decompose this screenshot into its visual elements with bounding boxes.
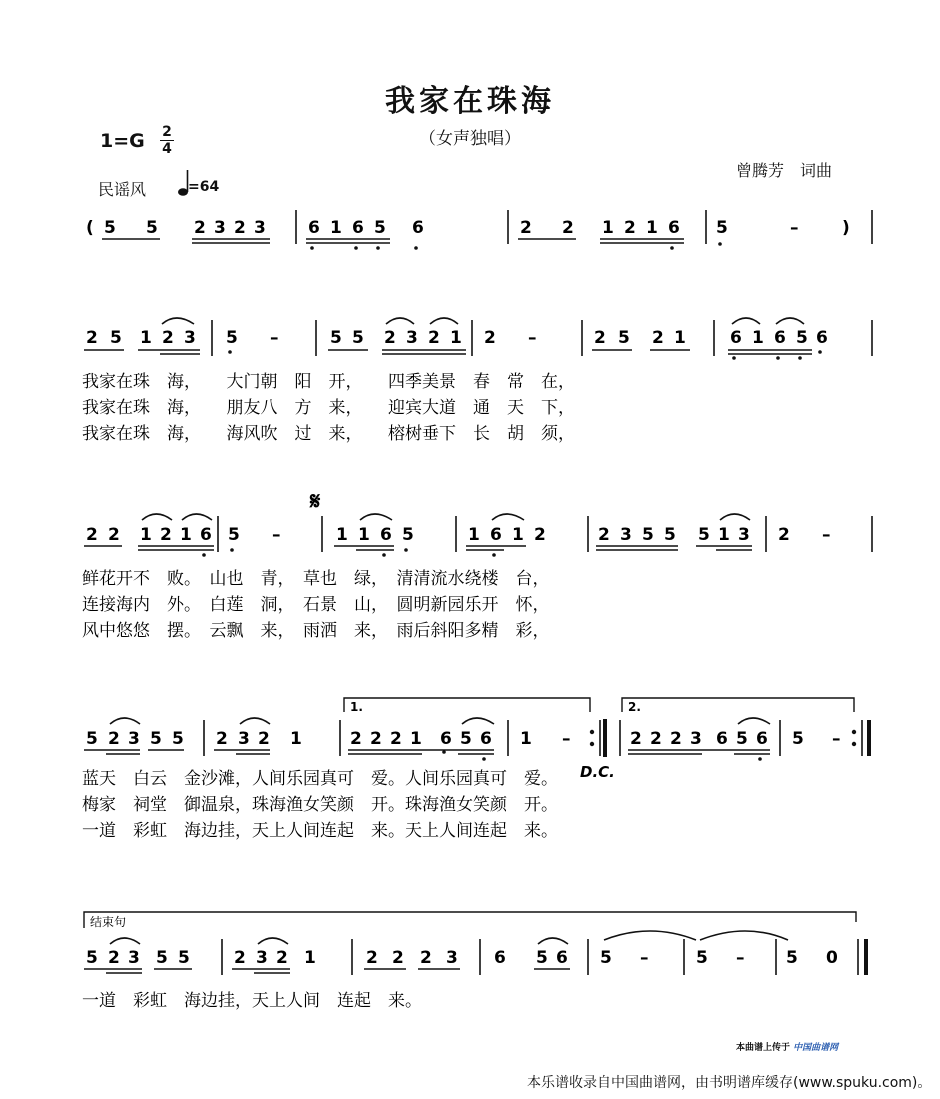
svg-text:2: 2: [534, 525, 546, 545]
svg-text:2: 2: [652, 328, 664, 348]
svg-text:1: 1: [304, 948, 316, 968]
svg-text:3: 3: [620, 525, 632, 545]
svg-text:5: 5: [156, 948, 168, 968]
row-4-lyrics: [82, 768, 558, 841]
svg-text:5: 5: [716, 218, 728, 238]
lyric-coda: 一道 彩虹 海边挂，天上人间 连起 来。: [82, 991, 422, 1011]
svg-text:6: 6: [480, 729, 492, 749]
svg-text:5: 5: [228, 525, 240, 545]
svg-text:5: 5: [664, 525, 676, 545]
svg-text:6: 6: [440, 729, 452, 749]
paren-open: (: [86, 218, 94, 238]
svg-text:6: 6: [412, 218, 424, 238]
ending-1-label: 1.: [350, 700, 363, 714]
lyric-verse-3: 一道 彩虹 海边挂，天上人间连起 来。天上人间连起 来。: [82, 821, 558, 841]
ending-2-label: 2.: [628, 700, 641, 714]
svg-text:3: 3: [238, 729, 250, 749]
svg-text:5: 5: [330, 328, 342, 348]
upload-note: [736, 1040, 838, 1053]
svg-text:1: 1: [674, 328, 686, 348]
svg-text:2: 2: [86, 525, 98, 545]
svg-text:3: 3: [214, 218, 226, 238]
svg-text:5: 5: [104, 218, 116, 238]
svg-text:5: 5: [178, 948, 190, 968]
svg-text:6: 6: [490, 525, 502, 545]
svg-text:1: 1: [140, 525, 152, 545]
svg-text:–: –: [790, 218, 799, 238]
svg-text:6: 6: [668, 218, 680, 238]
score-title: 我家在珠海: [385, 84, 555, 119]
svg-text:1: 1: [330, 218, 342, 238]
author-credit: 曾腾芳 词曲: [736, 161, 833, 180]
svg-text:2: 2: [86, 328, 98, 348]
svg-text:–: –: [270, 328, 279, 348]
lyric-verse-2: 连接海内 外。 白莲 洞， 石景 山， 圆明新园乐开 怀，: [82, 595, 550, 615]
svg-text:2: 2: [162, 328, 174, 348]
volta-brackets: [344, 698, 854, 712]
svg-text:5: 5: [796, 328, 808, 348]
svg-text:5: 5: [736, 729, 748, 749]
svg-text:2: 2: [562, 218, 574, 238]
svg-text:5: 5: [352, 328, 364, 348]
svg-text:6: 6: [308, 218, 320, 238]
svg-text:1: 1: [512, 525, 524, 545]
svg-text:2: 2: [350, 729, 362, 749]
svg-text:1: 1: [468, 525, 480, 545]
svg-text:1: 1: [290, 729, 302, 749]
svg-text:6: 6: [556, 948, 568, 968]
svg-text:2: 2: [624, 218, 636, 238]
row-2-notes: [86, 328, 828, 348]
row-4-lines: [84, 718, 869, 756]
svg-text:6: 6: [716, 729, 728, 749]
svg-text:5: 5: [696, 948, 708, 968]
lyric-verse-2: 梅家 祠堂 御温泉，珠海渔女笑颜 开。珠海渔女笑颜 开。: [82, 795, 558, 815]
svg-text:6: 6: [380, 525, 392, 545]
svg-text:1: 1: [336, 525, 348, 545]
svg-text:1: 1: [358, 525, 370, 545]
row-3-dots: [202, 548, 496, 557]
svg-text:2: 2: [108, 948, 120, 968]
svg-text:–: –: [640, 948, 649, 968]
svg-text:5: 5: [146, 218, 158, 238]
svg-text:5: 5: [792, 729, 804, 749]
svg-text:2: 2: [258, 729, 270, 749]
svg-text:3: 3: [406, 328, 418, 348]
svg-text:5: 5: [698, 525, 710, 545]
time-signature-top: 2: [162, 124, 172, 140]
svg-text:1: 1: [602, 218, 614, 238]
lyric-verse-3: 风中悠悠 摆。 云飘 来， 雨洒 来， 雨后斜阳多精 彩，: [82, 621, 550, 641]
row-1-notes: [86, 218, 850, 238]
svg-text:5: 5: [618, 328, 630, 348]
svg-text:5: 5: [226, 328, 238, 348]
svg-text:2: 2: [366, 948, 378, 968]
segno-sign: 𝄋: [310, 487, 321, 515]
dc-marking: D.C.: [580, 763, 615, 781]
svg-text:6: 6: [494, 948, 506, 968]
style-label: 民谣风: [98, 180, 147, 199]
svg-text:5: 5: [374, 218, 386, 238]
row-2-dots: [228, 350, 822, 360]
svg-text:3: 3: [128, 948, 140, 968]
svg-text:–: –: [832, 729, 841, 749]
svg-text:6: 6: [200, 525, 212, 545]
lyric-verse-3: 我家在珠 海， 海风吹 过 来， 榕树垂下 长 胡 须，: [82, 424, 575, 444]
lyric-verse-1: 蓝天 白云 金沙滩，人间乐园真可 爱。人间乐园真可 爱。: [82, 769, 558, 789]
svg-text:–: –: [736, 948, 745, 968]
svg-text:6: 6: [730, 328, 742, 348]
coda-bracket: [84, 912, 856, 928]
svg-text:2: 2: [420, 948, 432, 968]
svg-text:6: 6: [774, 328, 786, 348]
svg-text:–: –: [528, 328, 537, 348]
svg-text:2: 2: [650, 729, 662, 749]
svg-text:1: 1: [180, 525, 192, 545]
svg-text:3: 3: [128, 729, 140, 749]
row-3-lyrics: [82, 569, 550, 641]
svg-text:1: 1: [646, 218, 658, 238]
svg-text:5: 5: [86, 948, 98, 968]
time-signature-bottom: 4: [162, 141, 172, 157]
svg-text:2: 2: [234, 948, 246, 968]
svg-text:6: 6: [816, 328, 828, 348]
row-5-lyrics: [82, 991, 422, 1011]
lyric-verse-2: 我家在珠 海， 朋友八 方 来， 迎宾大道 通 天 下，: [82, 398, 575, 418]
svg-text:3: 3: [256, 948, 268, 968]
svg-text:3: 3: [446, 948, 458, 968]
svg-text:2: 2: [276, 948, 288, 968]
svg-text:1: 1: [410, 729, 422, 749]
svg-text:1: 1: [450, 328, 462, 348]
row-2-lyrics: [82, 372, 575, 444]
svg-text:5: 5: [600, 948, 612, 968]
svg-text:1: 1: [140, 328, 152, 348]
svg-text:3: 3: [738, 525, 750, 545]
svg-text:5: 5: [172, 729, 184, 749]
svg-text:5: 5: [402, 525, 414, 545]
svg-text:5: 5: [786, 948, 798, 968]
score-subtitle: （女声独唱）: [419, 129, 521, 149]
svg-text:2: 2: [160, 525, 172, 545]
svg-text:): ): [842, 218, 850, 238]
svg-text:2: 2: [216, 729, 228, 749]
svg-text:5: 5: [150, 729, 162, 749]
svg-text:2: 2: [630, 729, 642, 749]
svg-text:2: 2: [428, 328, 440, 348]
svg-text:2: 2: [520, 218, 532, 238]
svg-text:–: –: [562, 729, 571, 749]
brand-logo[interactable]: 中国曲谱网: [793, 1043, 839, 1053]
row-4-notes: [86, 729, 841, 749]
source-note: 本乐谱收录自中国曲谱网，由书明谱库缓存(www.spuku.com)。: [527, 1075, 932, 1091]
svg-text:3: 3: [184, 328, 196, 348]
svg-text:5: 5: [642, 525, 654, 545]
svg-text:2: 2: [234, 218, 246, 238]
svg-text:6: 6: [352, 218, 364, 238]
svg-text:2: 2: [670, 729, 682, 749]
svg-text:2: 2: [598, 525, 610, 545]
coda-label: 结束句: [90, 915, 127, 929]
svg-text:3: 3: [690, 729, 702, 749]
repeat-barline-1: [603, 719, 607, 757]
tempo-marking: =64: [188, 179, 220, 195]
svg-text:2: 2: [484, 328, 496, 348]
svg-text:2: 2: [370, 729, 382, 749]
svg-text:2: 2: [384, 328, 396, 348]
svg-text:6: 6: [756, 729, 768, 749]
svg-text:2: 2: [108, 729, 120, 749]
svg-text:5: 5: [536, 948, 548, 968]
svg-text:2: 2: [778, 525, 790, 545]
svg-text:5: 5: [110, 328, 122, 348]
svg-text:1: 1: [718, 525, 730, 545]
svg-text:–: –: [822, 525, 831, 545]
lyric-verse-1: 鲜花开不 败。 山也 青， 草也 绿， 清清流水绕楼 台，: [82, 569, 550, 589]
row-5-lines: [84, 931, 866, 975]
row-3-notes: [86, 525, 831, 545]
upload-text: 本曲谱上传于: [736, 1043, 791, 1053]
svg-text:3: 3: [254, 218, 266, 238]
svg-text:1: 1: [752, 328, 764, 348]
row-5-notes: [86, 948, 838, 968]
svg-text:–: –: [272, 525, 281, 545]
svg-text:2: 2: [392, 948, 404, 968]
svg-text:2: 2: [108, 525, 120, 545]
svg-text:5: 5: [86, 729, 98, 749]
lyric-verse-1: 我家在珠 海， 大门朝 阳 开， 四季美景 春 常 在，: [82, 372, 575, 392]
svg-text:1: 1: [520, 729, 532, 749]
svg-text:2: 2: [594, 328, 606, 348]
svg-text:2: 2: [194, 218, 206, 238]
svg-text:0: 0: [826, 948, 838, 968]
svg-text:2: 2: [390, 729, 402, 749]
svg-text:5: 5: [460, 729, 472, 749]
key-signature: 1=G: [100, 130, 145, 152]
